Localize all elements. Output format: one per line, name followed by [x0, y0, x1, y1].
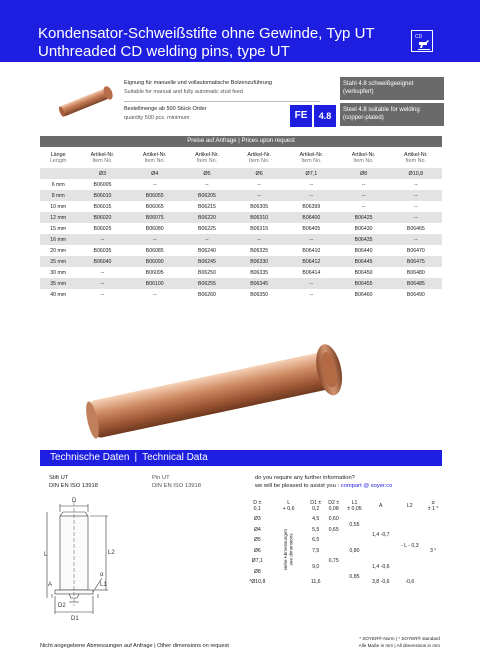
- header-article: [181, 148, 233, 168]
- article-cell: --: [205, 181, 209, 188]
- tech-title-de: Technische Daten: [50, 452, 130, 463]
- article-cell: --: [257, 181, 261, 188]
- article-cell: --: [390, 212, 442, 223]
- label-l1: L1: [100, 582, 107, 588]
- diameter-cell: Ø5: [181, 168, 233, 179]
- article-cell: B06490: [406, 291, 425, 298]
- length-cell: 16 mm: [40, 234, 76, 245]
- footer-note-de: Nicht angegebene Abmessungen auf Anfrage: [40, 643, 153, 649]
- article-cell: B06485: [390, 278, 442, 289]
- dim-header-cell: [366, 498, 395, 514]
- length-cell: 15 mm: [50, 225, 67, 232]
- article-cell: B06430: [354, 225, 373, 232]
- contact-info: [255, 474, 392, 490]
- header-article-en: Item No.: [301, 158, 322, 164]
- dim-header-bottom: 0,1: [253, 506, 261, 512]
- table-row: [40, 179, 442, 190]
- article-cell: B06010: [76, 190, 128, 201]
- label-d2: D2: [58, 603, 66, 609]
- email-link[interactable]: compart @ soyer.co: [340, 483, 393, 489]
- order-de: Bestellmenge ab 500 Stück Order: [124, 106, 207, 112]
- header-article-de: Artikel-Nr.: [90, 151, 115, 158]
- pin-norm-de: [49, 474, 98, 490]
- dim-a: 3,8 -0,6: [371, 579, 390, 586]
- article-cell: B06412: [285, 256, 337, 267]
- article-cell: B06035: [93, 247, 112, 254]
- article-cell: --: [100, 269, 105, 276]
- article-cell: --: [285, 234, 337, 245]
- table-row: [40, 201, 442, 212]
- article-cell: B06065: [145, 203, 164, 210]
- article-cell: --: [233, 234, 285, 245]
- norm-de: DIN EN ISO 13918: [49, 483, 98, 489]
- dim-l2: -0,6: [405, 579, 415, 586]
- header-article-en: Item No.: [196, 158, 218, 164]
- header-article-de: Artikel-Nr.: [142, 151, 167, 158]
- dim-d1: 5,5: [312, 526, 320, 533]
- suitability-en: Suitable for manual and fully automatic stud feed: [124, 89, 243, 95]
- dim-d1: 4,5: [312, 516, 320, 523]
- article-cell: B06470: [406, 247, 425, 254]
- dim-l-note-text: [283, 529, 294, 570]
- dim-d: Ø3: [253, 516, 261, 523]
- welding-pin-thumbnail: [54, 82, 120, 122]
- dim-d1: 6,5: [312, 537, 320, 544]
- label-l2: L2: [108, 550, 115, 556]
- diameter-cell: Ø3: [76, 168, 128, 179]
- header-article: [233, 148, 285, 168]
- dim-header-bottom: ± 0,05: [347, 506, 362, 512]
- header-article: [390, 148, 442, 168]
- article-cell: B06345: [233, 278, 285, 289]
- table-row: [40, 245, 442, 256]
- length-cell: 35 mm: [40, 278, 76, 289]
- dim-a: 1,4 -0,6: [371, 563, 390, 570]
- header-article-en: Item No.: [92, 158, 113, 164]
- dim-header-top: L1: [351, 499, 358, 506]
- article-cell: B06335: [250, 269, 269, 276]
- article-cell: --: [100, 291, 105, 298]
- article-cell: B06330: [233, 256, 285, 267]
- dim-a: 1,4 -0,7: [371, 532, 390, 538]
- article-cell: --: [152, 181, 157, 188]
- article-cell: --: [361, 203, 366, 210]
- article-cell: B06025: [93, 225, 112, 232]
- technical-drawing: [44, 494, 214, 622]
- header-article-de: Artikel-Nr.: [195, 151, 219, 158]
- table-row: [40, 278, 442, 289]
- article-cell: --: [76, 278, 128, 289]
- dim-l1: 0,55: [349, 521, 360, 528]
- article-cell: B06240: [197, 247, 216, 254]
- length-cell: 6 mm: [51, 181, 65, 188]
- material-badge: FE: [290, 105, 312, 127]
- header-length: [40, 148, 76, 168]
- dim-d2: 0,65: [328, 526, 339, 533]
- dim-d2-merged: 0,75: [328, 558, 339, 565]
- label-d1: D1: [71, 616, 79, 622]
- technical-data-banner: Technische Daten | Technical Data: [40, 450, 442, 466]
- dim-header-bottom: + 0,6: [282, 506, 295, 512]
- article-cell: B06095: [145, 269, 164, 276]
- article-cell: --: [337, 190, 389, 201]
- order-en: quantity 500 pcs. minimum: [124, 115, 190, 121]
- label-a: A: [48, 582, 53, 588]
- article-cell: B06325: [250, 247, 269, 254]
- material-en: Steel 4.8 suitable for welding (copper-plated): [340, 103, 444, 126]
- dim-header-top: A: [379, 502, 383, 509]
- article-cell: B06040: [76, 256, 128, 267]
- dim-header-cell: [271, 498, 307, 514]
- diameter-cell: Ø10,8: [390, 168, 442, 179]
- diameter-cell: Ø6: [233, 168, 285, 179]
- dim-header-cell: [343, 498, 367, 514]
- price-banner: Preise auf Anfrage | Prices upon request: [40, 136, 442, 147]
- dim-header-top: L2: [406, 502, 413, 509]
- article-cell: B06215: [197, 203, 216, 210]
- page-title-en: Unthreaded CD welding pins, type UT: [38, 43, 290, 60]
- article-cell: B06225: [197, 225, 216, 232]
- article-cell: --: [390, 234, 442, 245]
- article-cell: B06414: [302, 269, 321, 276]
- diameter-cell: Ø8: [337, 168, 389, 179]
- page-header: [0, 0, 480, 62]
- table-header-row: [40, 148, 442, 168]
- welding-pin-image: [60, 340, 380, 450]
- header-length-en: Length: [49, 158, 67, 164]
- length-cell: 8 mm: [40, 190, 76, 201]
- length-cell: 40 mm: [50, 291, 67, 298]
- dim-d1: 9,0: [312, 563, 320, 570]
- article-cell: B06255: [181, 278, 233, 289]
- suitability-info: [124, 77, 320, 102]
- pin-type-en: Pin UT: [152, 475, 170, 481]
- material-de: Stahl 4.8 schweißgeeignet (verkupfert): [340, 77, 444, 100]
- article-cell: B06405: [302, 225, 321, 232]
- dim-header-bottom: 0,2: [312, 506, 320, 512]
- label-l: L: [44, 552, 48, 558]
- length-cell: 20 mm: [50, 247, 67, 254]
- dim-d: Ø4: [253, 526, 261, 533]
- dim-d1: 7,5: [312, 547, 320, 554]
- question-line-2: [255, 482, 392, 490]
- cd-logo: [411, 30, 433, 52]
- dim-d: Ø8: [253, 568, 261, 575]
- article-cell: B06085: [145, 247, 164, 254]
- dim-header-top: D2 ±: [328, 499, 340, 506]
- dim-l1: 0,85: [349, 574, 360, 580]
- pin-type-de: Stift UT: [49, 475, 69, 481]
- l-note-de: siehe Abmessungen: [283, 529, 289, 571]
- dim-header-cell: [424, 498, 442, 514]
- article-cell: B06015: [93, 203, 112, 210]
- dim-header-cell: [244, 498, 271, 514]
- header-article-en: Item No.: [405, 158, 427, 164]
- dim-d: Ø6: [253, 547, 261, 554]
- dim-header-cell: [307, 498, 325, 514]
- norm-en: DIN EN ISO 13918: [152, 483, 201, 489]
- header-article: [285, 148, 337, 168]
- strength-badge: 4.8: [314, 105, 336, 127]
- article-cell: B06400: [285, 212, 337, 223]
- footer-standards: [320, 635, 440, 649]
- table-row: [40, 223, 442, 234]
- dim-header-top: L: [287, 499, 291, 506]
- dim-header-cell: [395, 498, 424, 514]
- article-cell: B06005: [93, 181, 112, 188]
- table-row: [40, 212, 442, 223]
- article-cell: B06090: [129, 256, 181, 267]
- diameter-row: [40, 168, 442, 179]
- article-cell: B06220: [181, 212, 233, 223]
- label-alpha: α: [100, 572, 104, 578]
- tech-title-en: Technical Data: [142, 452, 208, 463]
- article-cell: --: [361, 181, 366, 188]
- article-cell: --: [152, 291, 157, 298]
- dim-d: *Ø10,8: [249, 579, 266, 586]
- footer-note: Nicht angegebene Abmessungen auf Anfrage | Other dimensions on request: [40, 643, 229, 649]
- dim-header-bottom: 0,08: [328, 506, 339, 512]
- dim-header-top: D1 ±: [310, 499, 322, 506]
- soyer-standard: * SOYER®-Norm | * SOYER® standard: [359, 636, 440, 641]
- header-article-de: Artikel-Nr.: [299, 151, 324, 158]
- article-cell: B06450: [354, 269, 373, 276]
- article-cell: B06410: [302, 247, 321, 254]
- article-cell: B06075: [129, 212, 181, 223]
- article-cell: B06435: [337, 234, 389, 245]
- article-cell: --: [76, 234, 128, 245]
- diameter-cell: Ø7,1: [285, 168, 337, 179]
- length-cell: 10 mm: [50, 203, 67, 210]
- header-article-de: Artikel-Nr.: [404, 151, 428, 158]
- article-cell: --: [309, 181, 314, 188]
- article-cell: --: [414, 181, 418, 188]
- header-article-en: Item No.: [248, 158, 270, 164]
- dim-row: [244, 514, 442, 525]
- dim-header-row: [244, 498, 442, 514]
- article-cell: B06460: [354, 291, 373, 298]
- question-text: we will be pleased to assist you :: [255, 483, 340, 489]
- header-article: [76, 148, 128, 168]
- article-cell: --: [414, 203, 418, 210]
- article-cell: B06445: [337, 256, 389, 267]
- dim-d: Ø5: [253, 537, 261, 544]
- table-row: [40, 234, 442, 245]
- dim-header-bottom: ± 1 °: [427, 506, 439, 512]
- dim-l2: - L - 0,3: [400, 542, 419, 549]
- header-article-de: Artikel-Nr.: [247, 151, 271, 158]
- product-info: [124, 77, 444, 131]
- article-cell: --: [309, 291, 314, 298]
- table-row: [40, 190, 442, 201]
- l-note-en: see dimensions: [288, 533, 294, 566]
- welding-gun-icon: [417, 39, 431, 51]
- article-cell: B06245: [181, 256, 233, 267]
- article-cell: --: [233, 190, 285, 201]
- article-cell: B06305: [250, 203, 269, 210]
- label-d: D: [72, 498, 77, 504]
- article-cell: B06455: [337, 278, 389, 289]
- article-cell: B06080: [145, 225, 164, 232]
- diameter-spacer: [40, 168, 76, 179]
- question-line-1: do you require any further information?: [255, 475, 355, 481]
- article-cell: B06480: [406, 269, 425, 276]
- table-row: [40, 267, 442, 278]
- article-cell: B06055: [129, 190, 181, 201]
- dim-l-note: [271, 514, 307, 588]
- footer-note-en: Other dimensions on request: [157, 643, 229, 649]
- header-article-en: Item No.: [144, 158, 165, 164]
- article-cell: --: [390, 190, 442, 201]
- article-cell: B06399: [302, 203, 321, 210]
- article-cell: B06440: [354, 247, 373, 254]
- header-length-de: Länge: [50, 151, 66, 158]
- dim-d1: 11,6: [310, 579, 321, 586]
- dim-d2: 0,60: [328, 516, 339, 523]
- dim-header-top: D ±: [253, 499, 262, 506]
- article-cell: --: [181, 234, 233, 245]
- header-article: [129, 148, 181, 168]
- article-cell: B06260: [197, 291, 216, 298]
- article-cell: B06250: [197, 269, 216, 276]
- article-cell: --: [285, 278, 337, 289]
- article-cell: B06475: [390, 256, 442, 267]
- article-cell: B06350: [250, 291, 269, 298]
- article-cell: B06100: [129, 278, 181, 289]
- length-cell: 25 mm: [40, 256, 76, 267]
- article-cell: --: [129, 234, 181, 245]
- dim-alpha: 3 °: [429, 547, 437, 554]
- length-cell: 12 mm: [40, 212, 76, 223]
- header-article: [337, 148, 389, 168]
- article-cell: --: [285, 190, 337, 201]
- article-cell: B06315: [250, 225, 269, 232]
- header-article-en: Item No.: [353, 158, 374, 164]
- length-cell: 30 mm: [50, 269, 67, 276]
- article-table: [40, 148, 442, 300]
- dim-header-top: α: [431, 499, 435, 506]
- article-cell: B06465: [406, 225, 425, 232]
- article-cell: B06310: [233, 212, 285, 223]
- page-title-de: Kondensator-Schweißstifte ohne Gewinde, Typ UT: [38, 25, 375, 42]
- dimension-table: [244, 498, 442, 588]
- dim-l1: 0,80: [349, 547, 360, 554]
- table-row: [40, 256, 442, 267]
- article-cell: B06020: [76, 212, 128, 223]
- dim-header-cell: [325, 498, 343, 514]
- diameter-cell: Ø4: [129, 168, 181, 179]
- suitability-de: Eignung für manuelle und vollautomatische Bolzenzuführung: [124, 80, 272, 86]
- dim-d: Ø7,1: [251, 558, 263, 565]
- table-row: [40, 289, 442, 300]
- cd-logo-label: CD: [415, 34, 423, 40]
- article-cell: B06425: [337, 212, 389, 223]
- pin-norm-en: [152, 474, 201, 490]
- dimension-units: Alle Maße in mm | All dimensions in mm: [358, 643, 440, 648]
- header-article-de: Artikel-Nr.: [351, 151, 376, 158]
- article-cell: B06205: [181, 190, 233, 201]
